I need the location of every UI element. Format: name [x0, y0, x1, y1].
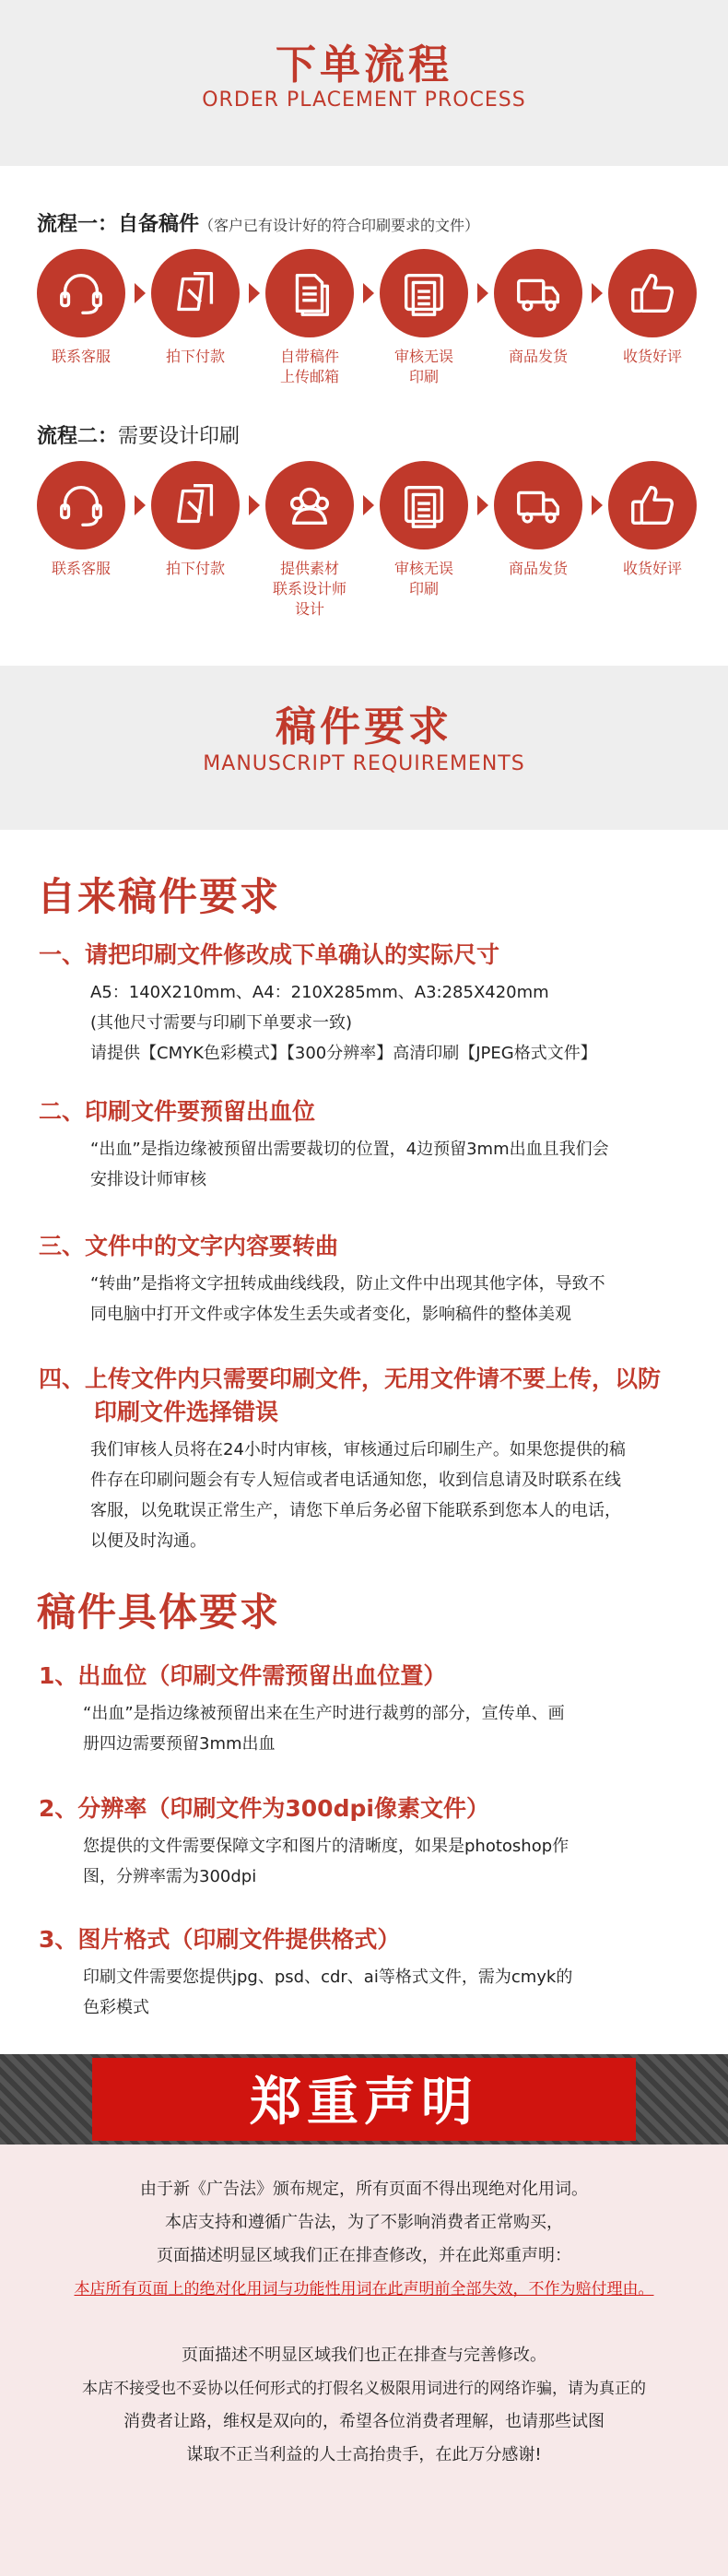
declaration-line: 由于新《广告法》颁布规定，所有页面不得出现绝对化用词。 [140, 2180, 588, 2199]
req-line: 您提供的文件需要保障文字和图片的清晰度，如果是photoshop作 [83, 1837, 569, 1856]
req-line: 客服，以免耽误正常生产，请您下单后务必留下能联系到您本人的电话， [90, 1501, 621, 1520]
arrow-right-icon [249, 495, 260, 515]
flow1-step-upload [264, 249, 356, 387]
truck-icon [494, 461, 582, 549]
req-item-title [39, 1363, 661, 1429]
req-line: “转曲”是指将文字扭转成曲线线段，防止文件中出现其他字体，导致不 [90, 1274, 605, 1294]
step-label: 联系客服 [51, 348, 111, 365]
flow1-step-contact [35, 249, 127, 367]
order-title-en: ORDER PLACEMENT PROCESS [202, 89, 526, 112]
step-label: 印刷 [408, 368, 439, 385]
req-item-body [83, 1698, 682, 1759]
flow2-step-print [378, 461, 470, 599]
req-title-line: 印刷文件选择错误 [94, 1399, 279, 1425]
flow1-label-text: 流程一：自备稿件 [37, 213, 200, 236]
step-label: 商品发货 [508, 560, 568, 577]
req-title-line: 四、上传文件内只需要印刷文件，无用文件请不要上传，以防 [39, 1365, 662, 1392]
req-line: 色彩模式 [83, 1998, 149, 2017]
req-line: “出血”是指边缘被预留出来在生产时进行裁剪的部分，宣传单、画 [83, 1704, 565, 1723]
flow2-steps [35, 461, 699, 618]
req-line: 我们审核人员将在24小时内审核，审核通过后印刷生产。如果您提供的稿 [90, 1440, 626, 1459]
truck-icon [494, 249, 582, 337]
req-item-title: 3、图片格式（印刷文件提供格式） [39, 1926, 401, 1953]
designer-icon [265, 461, 354, 549]
arrow-right-icon [249, 283, 260, 303]
arrow-right-icon [477, 495, 488, 515]
flow1-step-review [606, 249, 699, 367]
printer-icon [380, 461, 468, 549]
step-label: 联系设计师 [272, 580, 346, 597]
declaration-line: 消费者让路，维权是双向的，希望各位消费者理解，也请那些试图 [123, 2412, 605, 2431]
req-line: 安排设计师审核 [90, 1170, 206, 1189]
step-label: 收货好评 [622, 348, 682, 365]
step-label: 审核无误 [393, 560, 453, 577]
manuscript-title-en: MANUSCRIPT REQUIREMENTS [203, 752, 525, 775]
step-label: 审核无误 [393, 348, 453, 365]
flow1-step-print [378, 249, 470, 387]
req-line: A5：140X210mm、A4：210X285mm、A3:285X420mm [90, 983, 549, 1002]
step-label: 拍下付款 [165, 348, 225, 365]
req-item-title: 1、出血位（印刷文件需预留出血位置） [39, 1662, 447, 1689]
headset-icon [37, 249, 125, 337]
declaration-line: 谋取不正当利益的人士高抬贵手，在此万分感谢! [186, 2445, 542, 2464]
declaration-line: 页面描述明显区域我们正在排查修改，并在此郑重声明： [157, 2246, 571, 2265]
step-label: 设计 [294, 600, 324, 618]
arrow-right-icon [477, 283, 488, 303]
flow2-step-design [264, 461, 356, 620]
req-line: (其他尺寸需要与印刷下单要求一致) [90, 1013, 353, 1033]
declaration-line: 页面描述不明显区域我们也正在排查与完善修改。 [182, 2346, 546, 2365]
step-label: 拍下付款 [165, 560, 225, 577]
arrow-right-icon [592, 283, 603, 303]
flow2-label [37, 420, 240, 449]
headset-icon [37, 461, 125, 549]
flow2-step-ship [492, 461, 584, 579]
flow1-step-payment [149, 249, 241, 367]
req-line: “出血”是指边缘被预留出需要裁切的位置，4边预留3mm出血且我们会 [90, 1140, 609, 1159]
step-label: 自带稿件 [279, 348, 339, 365]
declaration-line-emphasis: 本店所有页面上的绝对化用词与功能性用词在此声明前全部失效，不作为赔付理由。 [74, 2280, 654, 2298]
arrow-right-icon [135, 495, 146, 515]
flow1-note: （客户已有设计好的符合印刷要求的文件） [199, 217, 480, 234]
printer-icon [380, 249, 468, 337]
req-item-body [90, 1134, 689, 1195]
req-item-title: 二、印刷文件要预留出血位 [39, 1098, 316, 1125]
req-item-body [83, 1962, 682, 2023]
declaration-title: 郑重声明 [250, 2073, 478, 2133]
self-req-heading: 自来稿件要求 [37, 874, 281, 919]
req-line: 册四边需要预留3mm出血 [83, 1734, 276, 1754]
flow1-step-ship [492, 249, 584, 367]
req-item-title: 三、文件中的文字内容要转曲 [39, 1233, 339, 1259]
req-line: 件存在印刷问题会有专人短信或者电话通知您，收到信息请及时联系在线 [90, 1471, 621, 1490]
req-item-body [90, 977, 689, 1069]
payment-icon [151, 461, 240, 549]
declaration-line: 本店不接受也不妥协以任何形式的打假名义极限用词进行的网络诈骗，请为真正的 [82, 2380, 646, 2398]
step-label: 商品发货 [508, 348, 568, 365]
declaration-line: 本店支持和遵循广告法，为了不影响消费者正常购买， [165, 2213, 563, 2232]
step-label: 收货好评 [622, 560, 682, 577]
step-label: 提供素材 [279, 560, 339, 577]
req-line: 以便及时沟通。 [90, 1531, 206, 1551]
detail-req-heading: 稿件具体要求 [37, 1589, 281, 1635]
step-label: 上传邮箱 [279, 368, 339, 385]
flow2-step-review [606, 461, 699, 579]
req-line: 同电脑中打开文件或字体发生丢失或者变化，影响稿件的整体美观 [90, 1305, 571, 1324]
document-icon [265, 249, 354, 337]
flow2-label-bold: 流程二： [37, 425, 119, 448]
manuscript-title-cn: 稿件要求 [276, 703, 452, 750]
payment-icon [151, 249, 240, 337]
step-label: 印刷 [408, 580, 439, 597]
thumbs-up-icon [608, 461, 697, 549]
arrow-right-icon [363, 495, 374, 515]
order-title-cn: 下单流程 [276, 41, 452, 89]
flow2-step-payment [149, 461, 241, 579]
flow1-label [37, 208, 479, 237]
req-item-body [83, 1831, 682, 1892]
thumbs-up-icon [608, 249, 697, 337]
req-item-body [90, 1269, 689, 1329]
req-item-body [90, 1435, 689, 1556]
req-line: 图，分辨率需为300dpi [83, 1867, 257, 1886]
req-line: 印刷文件需要您提供jpg、psd、cdr、ai等格式文件，需为cmyk的 [83, 1967, 573, 1987]
step-label: 联系客服 [51, 560, 111, 577]
req-item-title: 一、请把印刷文件修改成下单确认的实际尺寸 [39, 941, 500, 968]
flow2-step-contact [35, 461, 127, 579]
arrow-right-icon [363, 283, 374, 303]
flow2-label-rest: 需要设计印刷 [118, 425, 241, 448]
arrow-right-icon [592, 495, 603, 515]
req-item-title: 2、分辨率（印刷文件为300dpi像素文件） [39, 1795, 489, 1822]
arrow-right-icon [135, 283, 146, 303]
flow1-steps [35, 249, 699, 396]
req-line: 请提供【CMYK色彩模式】【300分辨率】高清印刷【JPEG格式文件】 [90, 1044, 597, 1063]
